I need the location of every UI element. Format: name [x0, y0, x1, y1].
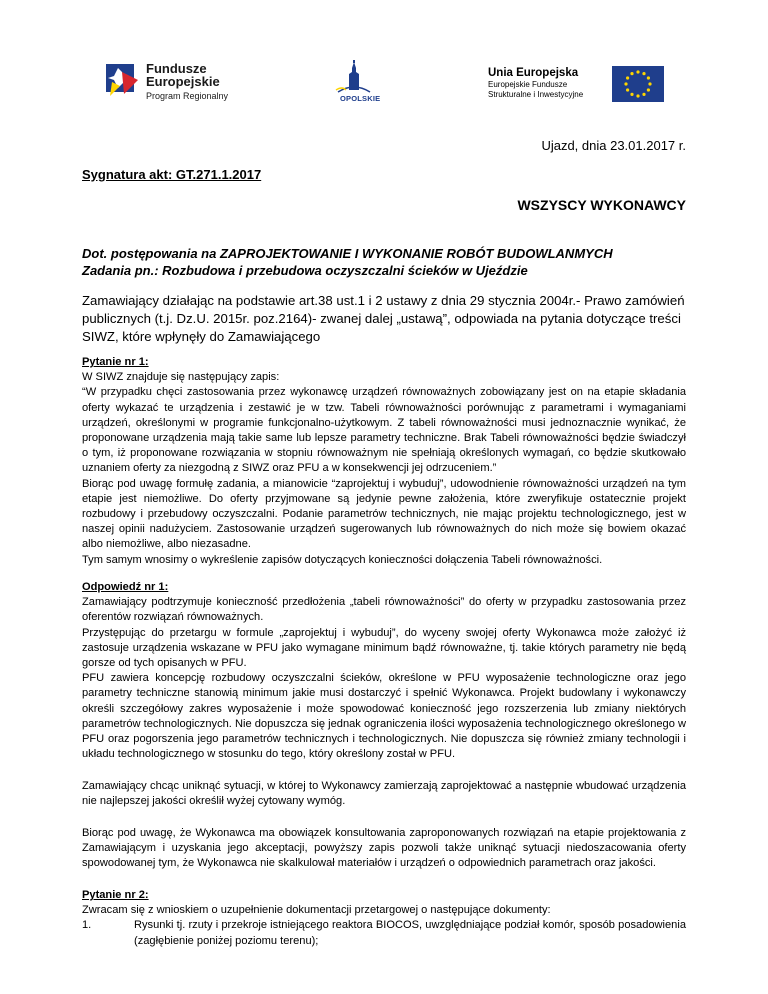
question-2-section	[82, 888, 686, 949]
answer-1-paragraph: Zamawiający podtrzymuje konieczność przedłożenia „tabeli równoważności” do oferty w przypadku zastosowania przez oferentów rozwiązań równoważnych.	[82, 596, 686, 624]
eu-flag-icon	[612, 66, 664, 102]
answer-1-paragraph: PFU zawiera koncepcję rozbudowy oczyszczalni ścieków, określone w PFU wyposażenie technologiczne oraz jego parametry techniczne stanowią minimum jakie musi dostarczyć i spełnić Wykonawca. Projekt budowlany i wykonawczy określi szczegółowy zakres wyposażenie i może spowodować konieczność jego rozszerzenia lub zmiany niektórych parametrów technologicznych. Nie dopuszcza się jednak ograniczenia ilości wyposażenia technologicznego określonego w PFU oraz pogorszenia jego parametrów technicznych i technologicznych. Nie dopuszcza się również zmiany technologii i układu technologicznego w stosunku do tego, który określony został w PFU.	[82, 672, 686, 761]
question-1-paragraph: Biorąc pod uwagę formułę zadania, a mianowicie “zaprojektuj i wybuduj”, udowodnienie równoważności urządzeń na tym etapie jest niemożliwe. Do oferty przyjmowane są jedynie pewne założenia, które zweryfikuje ostatecznie projekt rozbudowy i przebudowy oczyszczalni. Podanie parametrów technicznych, nie mając projektu technologicznego, jest w naszej opinii nadużyciem. Zastosowanie urządzeń sugerowanych lub równoważnych do nich może się bowiem okazać albo niemożliwe, albo niezasadne.	[82, 477, 686, 551]
question-1-paragraph: “W przypadku chęci zastosowania przez wykonawcę urządzeń równoważnych zobowiązany jest on na etapie składania oferty wykazać te urządzenia i zestawić je w tzw. Tabeli równoważności porównując z parametrami i wymaganiami urządzeń, określonymi w programie funkcjonalno-użytkowym. Z tabeli równoważności musi jednoznacznie wynikać, że proponowane urządzenia mają takie same lub lepsze parametry techniczne. Brak Tabeli równoważności będzie świadczył o tym, iż proponowane rozwiązania w stopniu równoważnym nie spełniają określonych wymagań, co będzie skutkowało uznaniem oferty za niezgodną z SIWZ oraz PFU a w konsekwencji jej odrzuceniem.”	[82, 386, 686, 475]
answer-1-paragraph: Przystępując do przetargu w formule „zaprojektuj i wybuduj”, do wyceny swojej oferty Wykonawca może założyć iż zastosuje urządzenia wskazane w PFU jako wymagane minimum bądź równoważne, tj. takie których parametry nie będą gorsze od tych opisanych w PFU.	[82, 626, 686, 670]
list-item-text: Rysunki tj. rzuty i przekroje istniejącego reaktora BIOCOS, uwzględniające podział komór, sposób posadowienia (zagłębienie poniżej poziomu terenu);	[134, 919, 686, 947]
fe-logo-line2: Europejskie	[146, 74, 220, 89]
question-1-section	[82, 355, 686, 568]
fundusze-europejskie-logo	[104, 58, 264, 104]
opolskie-logo-name: OPOLSKIE	[340, 94, 381, 103]
question-1-paragraph: Tym samym wnosimy o wykreślenie zapisów dotyczących konieczności dołączenia Tabeli równoważności.	[82, 553, 603, 566]
question-1-paragraph: W SIWZ znajduje się następujący zapis:	[82, 371, 280, 384]
case-signature: Sygnatura akt: GT.271.1.2017	[82, 167, 262, 182]
answer-1-paragraph-b: Zamawiający chcąc uniknąć sytuacji, w której to Wykonawcy zamierzają zaprojektować a następnie wbudować urządzenia nie najlepszej jakości określił wyżej cytowany wymóg.	[82, 780, 686, 808]
recipient-heading: WSZYSCY WYKONAWCY	[517, 197, 686, 213]
ue-logo-line2: Europejskie Fundusze	[488, 80, 568, 89]
question-2-intro: Zwracam się z wnioskiem o uzupełnienie dokumentacji przetargowej o następujące dokumenty:	[82, 904, 551, 917]
answer-1-paragraph-c: Biorąc pod uwagę, że Wykonawca ma obowiązek konsultowania zaproponowanych rozwiązań na etapie projektowania z Zamawiającym i uzyskania jego akceptacji, powyższy zapis pozwoli także uniknąć sytuacji niedoszacowania oferty spowodowanej tym, że Wykonawca nie skalkulował materiałów i urządzeń o odpowiednich parametrach oraz jakości.	[82, 827, 686, 870]
answer-1-section	[82, 580, 686, 762]
unia-europejska-logo	[488, 66, 668, 106]
document-date: Ujazd, dnia 23.01.2017 r.	[541, 138, 686, 153]
subject-line1: Dot. postępowania na ZAPROJEKTOWANIE I WYKONANIE ROBÓT BUDOWLANMYCH	[82, 246, 613, 261]
question-1-heading: Pytanie nr 1:	[82, 356, 149, 368]
ue-logo-line1: Unia Europejska	[488, 67, 579, 79]
subject-line2: Zadania pn.: Rozbudowa i przebudowa oczyszczalni ścieków w Ujeździe	[82, 263, 528, 278]
answer-1-heading: Odpowiedź nr 1:	[82, 581, 169, 593]
fe-logo-line3: Program Regionalny	[146, 91, 229, 101]
tower-icon	[334, 60, 374, 94]
list-item	[82, 918, 686, 948]
question-2-heading: Pytanie nr 2:	[82, 889, 149, 901]
intro-paragraph: Zamawiający działając na podstawie art.38 ust.1 i 2 ustawy z dnia 29 stycznia 2004r.- Prawo zamówień publicznych (t.j. Dz.U. 2015r. poz.2164)- zwanej dalej „ustawą”, odpowiada na pytania dotyczące treści SIWZ, które wpłynęły do Zamawiającego	[82, 293, 685, 344]
fe-logo-line1: Fundusze	[146, 61, 207, 76]
list-item-number: 1.	[82, 919, 92, 932]
ue-logo-line3: Strukturalne i Inwestycyjne	[488, 90, 584, 99]
subject-block	[82, 245, 686, 279]
fe-star-icon	[104, 58, 142, 98]
opolskie-logo	[322, 60, 392, 106]
